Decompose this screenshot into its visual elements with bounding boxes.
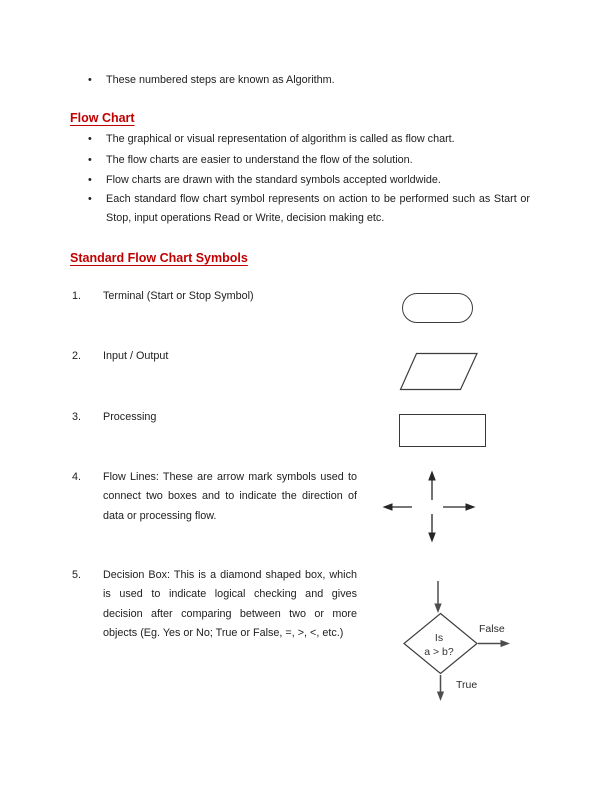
item-text-line: Flow Lines: These are arrow mark symbols used to: [103, 471, 357, 483]
standard-symbols-heading-text: Standard Flow Chart Symbols: [70, 251, 248, 265]
item-text-line: data or processing flow.: [103, 509, 217, 522]
terminal-stadium-shape: [402, 293, 473, 323]
incoming-arrow-icon: [434, 581, 441, 613]
false-label: False: [479, 623, 505, 635]
bullet-text-line: Each standard flow chart symbol represents on action to be performed such as Start or: [106, 193, 530, 205]
flow-chart-heading-text: Flow Chart: [70, 111, 135, 125]
standard-symbols-heading: [70, 250, 248, 266]
true-label: True: [456, 679, 478, 691]
false-branch-arrow-icon: [478, 640, 510, 647]
bullet-icon: •: [88, 154, 92, 166]
item-text-decision-box: [103, 566, 357, 643]
bullet-item-intro: [88, 71, 335, 90]
bullet-text: These numbered steps are known as Algorithm.: [106, 74, 335, 86]
bullet-icon: •: [88, 193, 92, 205]
flow-chart-heading: [70, 110, 135, 126]
item-text-flow-lines: [103, 468, 357, 526]
bullet-item: [88, 190, 530, 229]
item-text-line: objects (Eg. Yes or No; True or False, =, >, <, etc.): [103, 626, 344, 639]
bullet-text-wrapped: [106, 190, 530, 229]
decision-condition-line1: Is: [434, 632, 444, 644]
true-branch-arrow-icon: [437, 675, 444, 701]
bullet-text: The graphical or visual representation of algorithm is called as flow chart.: [106, 133, 455, 145]
item-number-4: 4.: [72, 471, 82, 483]
bullet-item: [88, 171, 441, 190]
bullet-text: Flow charts are drawn with the standard symbols accepted worldwide.: [106, 174, 441, 186]
input-output-parallelogram-shape: [396, 349, 484, 394]
bullet-item: [88, 151, 413, 170]
process-rectangle-shape: [399, 414, 486, 447]
item-text-line: is used to indicate logical checking and gives: [103, 588, 357, 601]
bullet-text: The flow charts are easier to understand the flow of the solution.: [106, 154, 413, 166]
item-text-line: Decision Box: This is a diamond shaped box, which: [103, 569, 357, 581]
bullet-icon: •: [88, 133, 92, 145]
item-label-input-output: Input / Output: [103, 350, 169, 362]
bullet-icon: •: [88, 174, 92, 186]
item-number-2: 2.: [72, 350, 82, 362]
item-text-line: decision after comparing between two or more: [103, 607, 357, 620]
item-label-terminal: Terminal (Start or Stop Symbol): [103, 290, 254, 302]
item-label-processing: Processing: [103, 411, 157, 423]
bullet-text-line: Stop, input operations Read or Write, decision making etc.: [106, 212, 385, 225]
item-number-1: 1.: [72, 290, 82, 302]
flow-lines-arrows-icon: [378, 466, 482, 546]
item-number-5: 5.: [72, 569, 82, 581]
bullet-item: [88, 130, 455, 149]
bullet-icon: •: [88, 74, 92, 86]
decision-condition-line2: a > b?: [424, 646, 454, 658]
item-text-line: connect two boxes and to indicate the direction of: [103, 490, 357, 503]
item-number-3: 3.: [72, 411, 82, 423]
